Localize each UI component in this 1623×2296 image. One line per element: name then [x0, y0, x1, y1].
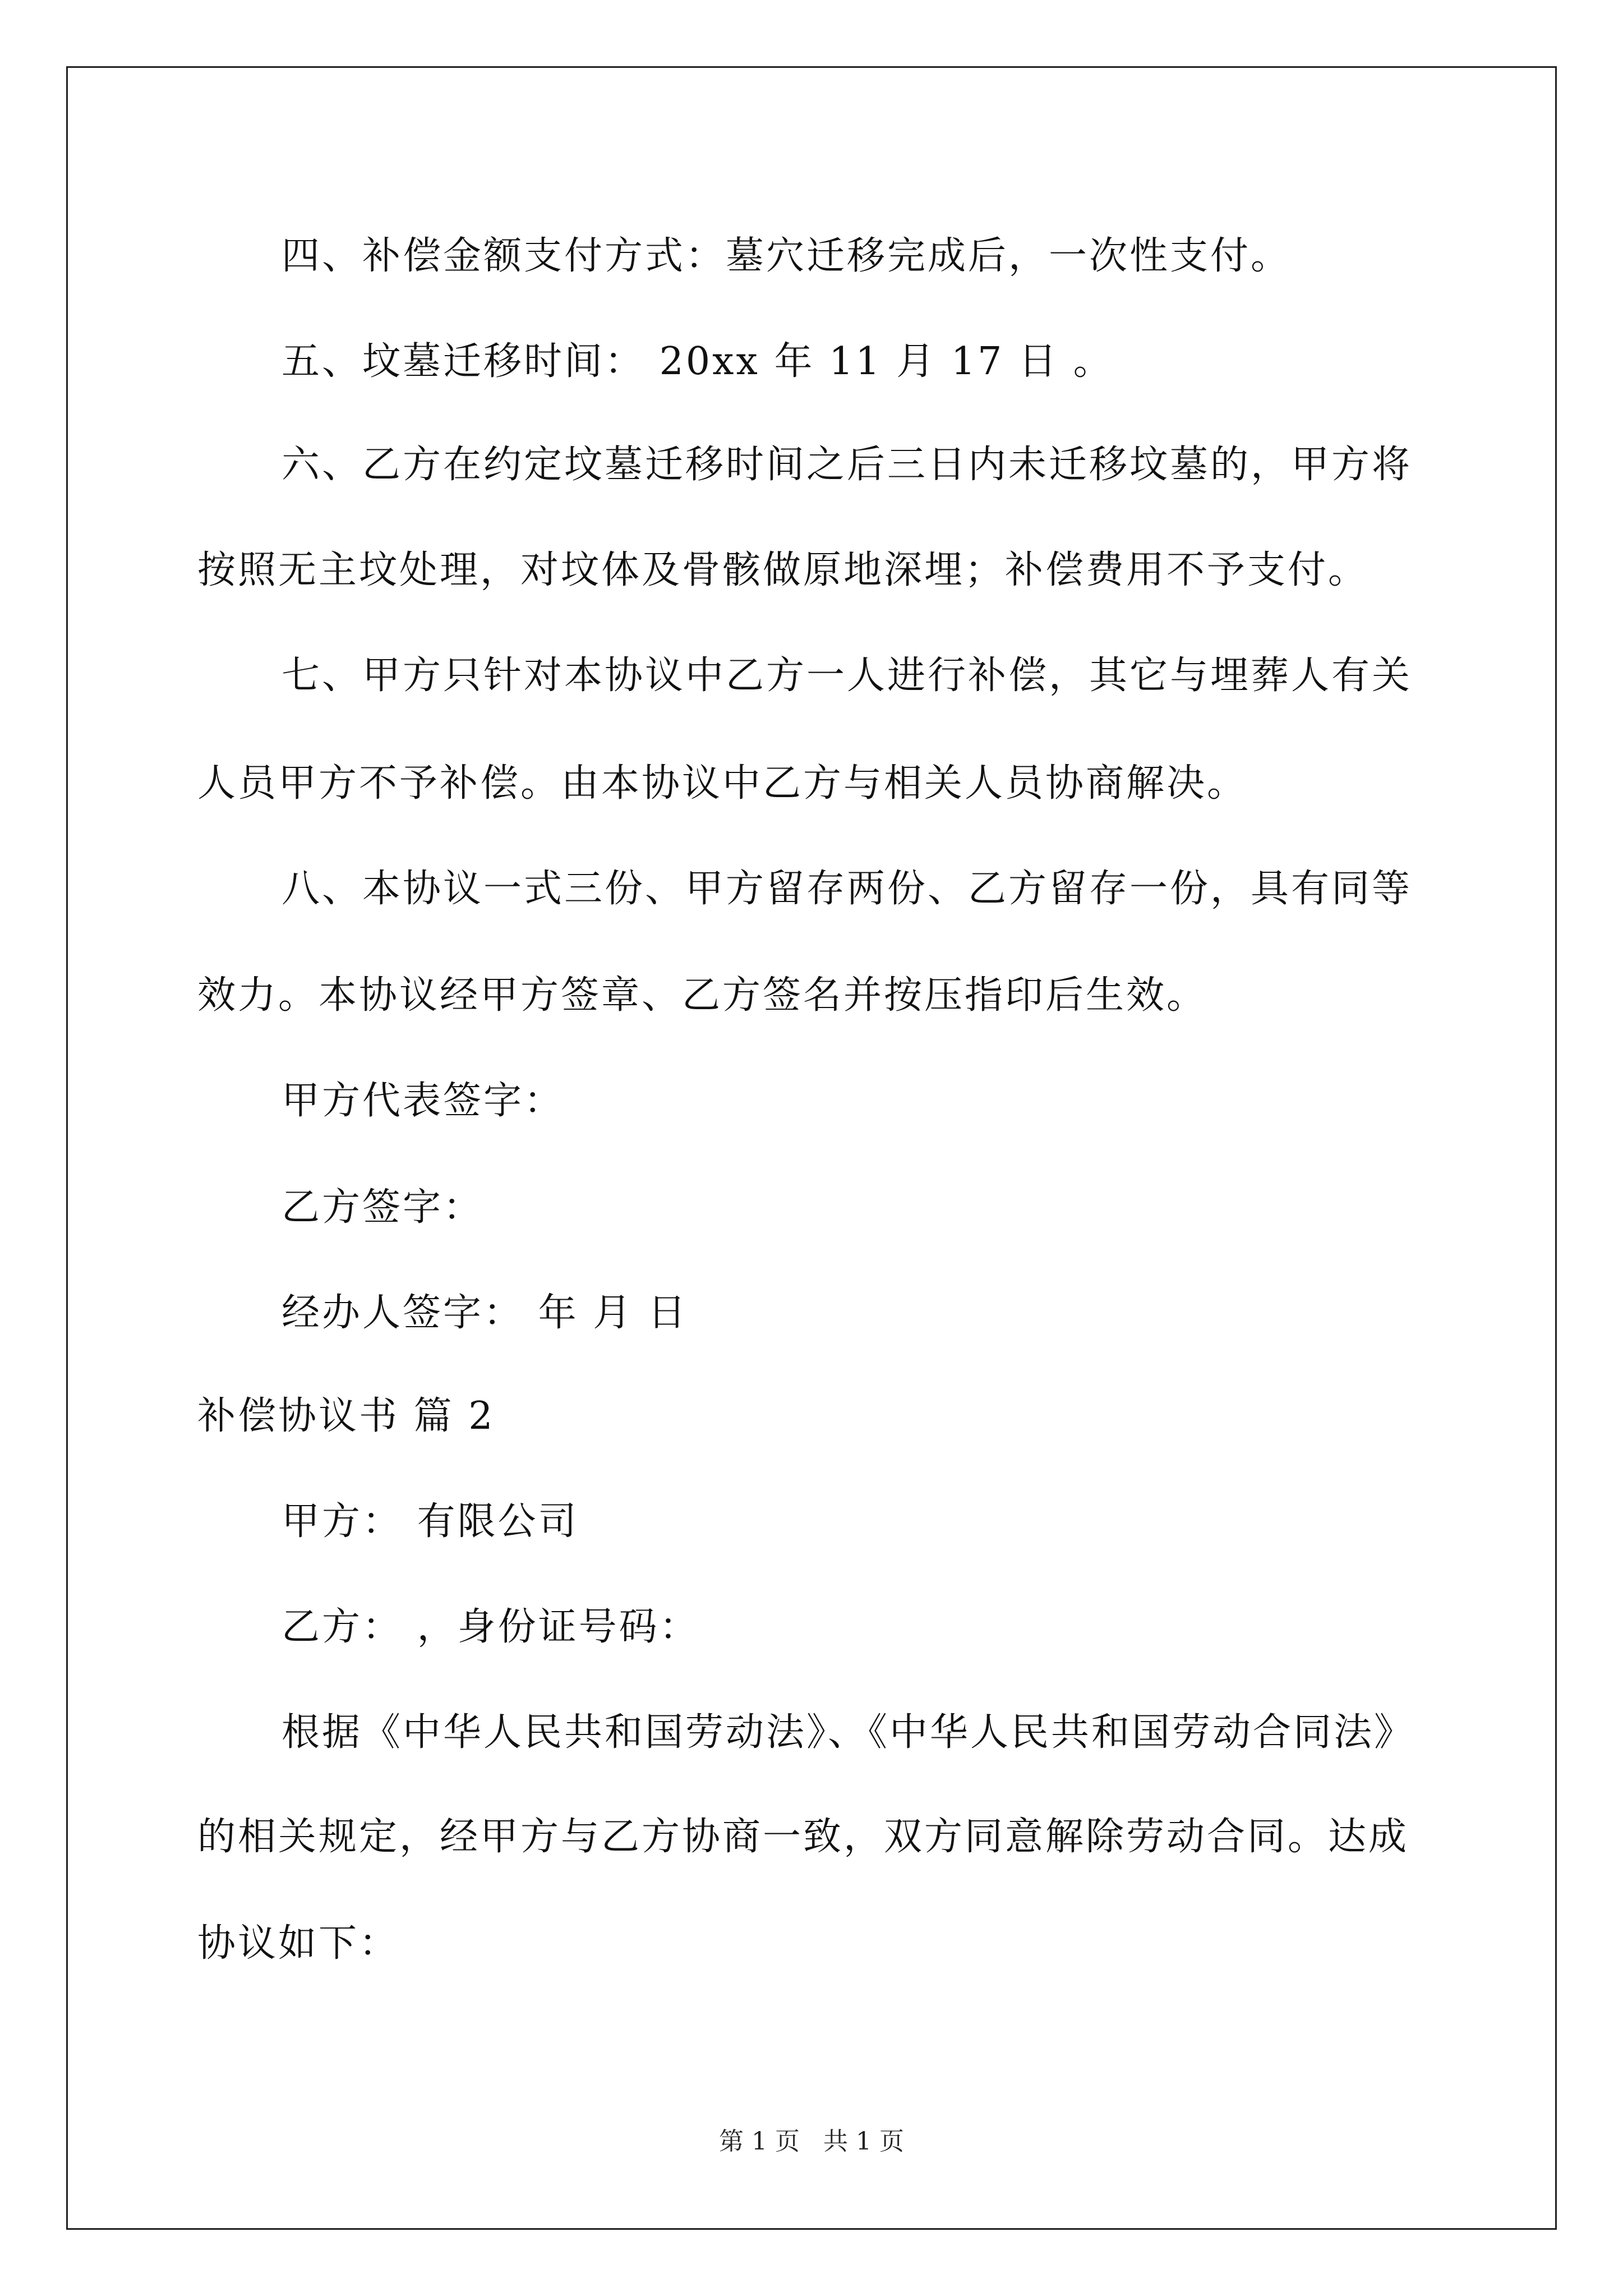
clause-7-line-2: 人员甲方不予补偿。由本协议中乙方与相关人员协商解决。	[197, 761, 1248, 806]
clause-4: 四、补偿金额支付方式：墓穴迁移完成后，一次性支付。	[282, 234, 1292, 278]
section-heading: 补偿协议书 篇 2	[197, 1394, 495, 1438]
clause-6-line-2: 按照无主坟处理，对坟体及骨骸做原地深埋；补偿费用不予支付。	[197, 548, 1369, 592]
handler-signature: 经办人签字： 年 月 日	[282, 1291, 688, 1335]
clause-7-line-1: 七、甲方只针对本协议中乙方一人进行补偿，其它与埋葬人有关	[282, 654, 1413, 698]
preamble-line-3: 协议如下：	[197, 1921, 400, 1966]
clause-8-line-1: 八、本协议一式三份、甲方留存两份、乙方留存一份，具有同等	[282, 867, 1413, 911]
party-a-signature: 甲方代表签字：	[282, 1079, 565, 1123]
clause-8-line-2: 效力。本协议经甲方签章、乙方签名并按压指印后生效。	[197, 973, 1207, 1018]
preamble-line-1: 根据《中华人民共和国劳动法》、《中华人民共和国劳动合同法》	[282, 1710, 1415, 1755]
party-b: 乙方： ，身份证号码：	[282, 1605, 700, 1649]
page-number: 第 1 页 共 1 页	[719, 2127, 904, 2156]
clause-6-line-1: 六、乙方在约定坟墓迁移时间之后三日内未迁移坟墓的，甲方将	[282, 443, 1413, 487]
page-border	[66, 66, 1557, 2230]
party-b-signature: 乙方签字：	[282, 1185, 484, 1230]
clause-5: 五、坟墓迁移时间： 20xx 年 11 月 17 日 。	[282, 339, 1114, 384]
party-a: 甲方： 有限公司	[282, 1499, 579, 1544]
preamble-line-2: 的相关规定，经甲方与乙方协商一致，双方同意解除劳动合同。达成	[197, 1815, 1409, 1859]
